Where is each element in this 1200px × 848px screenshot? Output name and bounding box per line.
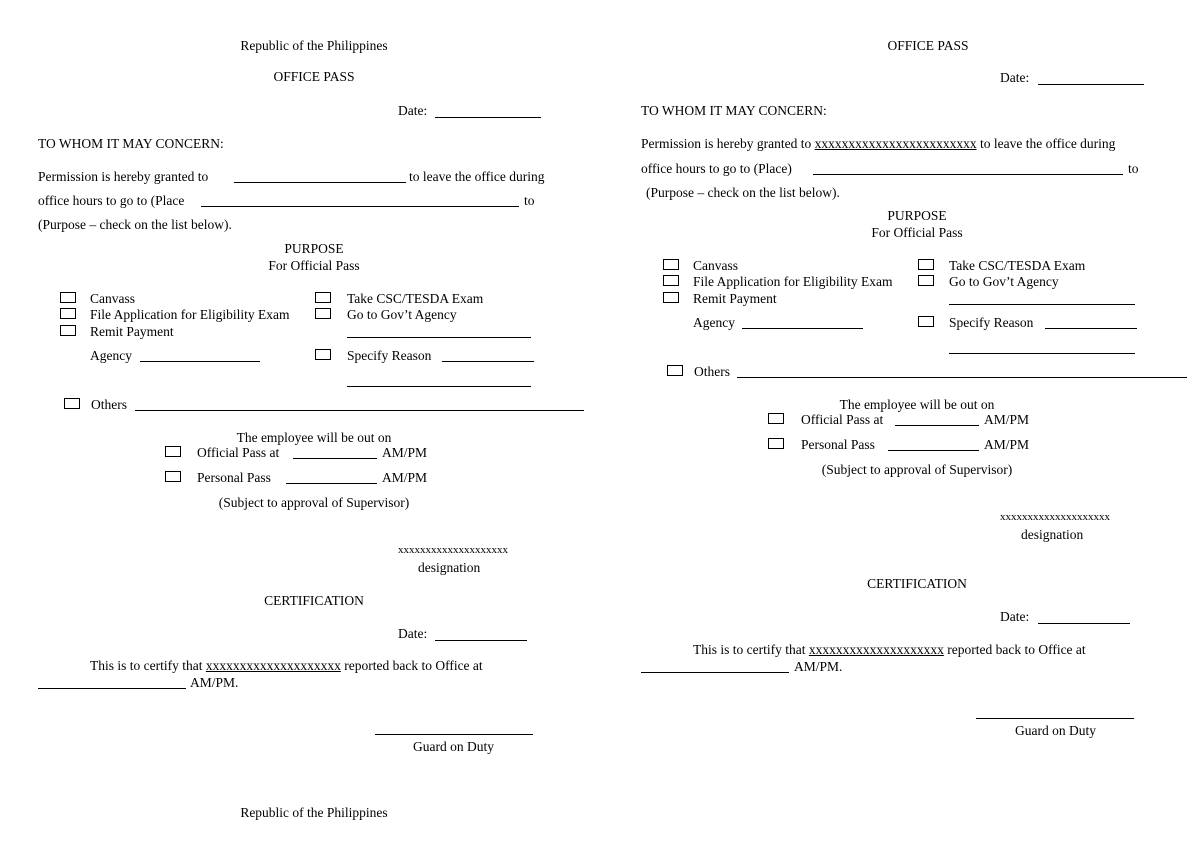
left-permission-text-2: to leave the office during: [409, 169, 545, 184]
left-cert-ampm: AM/PM.: [190, 675, 239, 690]
right-date-field[interactable]: [1038, 84, 1144, 85]
right-cert-text-b: reported back to Office at: [947, 642, 1086, 657]
right-gov-agency-checkbox[interactable]: [918, 275, 934, 286]
right-cert-time-field[interactable]: [641, 672, 789, 673]
right-agency-label: Agency: [693, 315, 735, 330]
left-specify-reason-checkbox[interactable]: [315, 349, 331, 360]
left-personal-pass-checkbox[interactable]: [165, 471, 181, 482]
right-place-field[interactable]: [813, 174, 1123, 175]
right-permission-a: Permission is hereby granted to: [641, 136, 812, 151]
right-out-on-text: The employee will be out on: [839, 397, 995, 412]
right-others-label: Others: [694, 364, 730, 379]
left-agency-label: Agency: [90, 348, 132, 363]
right-cert-ampm: AM/PM.: [794, 659, 843, 674]
left-official-time-field[interactable]: [293, 458, 377, 459]
left-date-label: Date:: [398, 103, 428, 118]
left-gov-agency-label: Go to Gov’t Agency: [347, 307, 457, 322]
left-salutation: TO WHOM IT MAY CONCERN:: [38, 136, 224, 151]
left-others-checkbox[interactable]: [64, 398, 80, 409]
left-take-exam-checkbox[interactable]: [315, 292, 331, 303]
right-personal-pass-label: Personal Pass: [801, 437, 875, 452]
left-personal-pass-label: Personal Pass: [197, 470, 271, 485]
right-cert-name: xxxxxxxxxxxxxxxxxxxx: [808, 642, 944, 657]
left-signatory-name: xxxxxxxxxxxxxxxxxxxx: [398, 544, 508, 556]
right-file-application-label: File Application for Eligibility Exam: [693, 274, 893, 289]
right-permission-name: xxxxxxxxxxxxxxxxxxxxxxxx: [814, 136, 977, 151]
left-gov-agency-checkbox[interactable]: [315, 308, 331, 319]
right-gov-agency-field[interactable]: [949, 304, 1135, 305]
right-canvass-checkbox[interactable]: [663, 259, 679, 270]
left-canvass-label: Canvass: [90, 291, 135, 306]
left-guard-signature-line[interactable]: [375, 734, 533, 735]
right-date-label: Date:: [1000, 70, 1030, 85]
right-canvass-label: Canvass: [693, 258, 738, 273]
left-certification-title: CERTIFICATION: [264, 593, 364, 608]
left-others-field[interactable]: [135, 410, 584, 411]
left-personal-time-field[interactable]: [286, 483, 377, 484]
left-purpose-title: PURPOSE: [284, 241, 344, 256]
left-canvass-checkbox[interactable]: [60, 292, 76, 303]
left-cert-text-a: This is to certify that: [90, 658, 203, 673]
right-signatory-name: xxxxxxxxxxxxxxxxxxxx: [1000, 511, 1110, 523]
right-guard-label: Guard on Duty: [1015, 723, 1096, 738]
right-subject-note: (Subject to approval of Supervisor): [821, 462, 1013, 477]
right-official-pass-checkbox[interactable]: [768, 413, 784, 424]
left-official-pass-label: Official Pass at: [197, 445, 280, 460]
left-to-text: to: [524, 193, 535, 208]
left-personal-ampm: AM/PM: [382, 470, 428, 485]
right-others-checkbox[interactable]: [667, 365, 683, 376]
right-salutation: TO WHOM IT MAY CONCERN:: [641, 103, 827, 118]
right-purpose-title: PURPOSE: [887, 208, 947, 223]
left-take-exam-label: Take CSC/TESDA Exam: [347, 291, 484, 306]
right-specify-reason-label: Specify Reason: [949, 315, 1034, 330]
right-certification-title: CERTIFICATION: [867, 576, 967, 591]
right-agency-field[interactable]: [742, 328, 863, 329]
left-cert-text: [90, 659, 483, 673]
right-official-pass-label: Official Pass at: [801, 412, 884, 427]
left-file-application-checkbox[interactable]: [60, 308, 76, 319]
left-agency-field[interactable]: [140, 361, 260, 362]
right-others-field[interactable]: [737, 377, 1187, 378]
right-personal-time-field[interactable]: [888, 450, 979, 451]
right-remit-payment-checkbox[interactable]: [663, 292, 679, 303]
left-cert-date-label: Date:: [398, 626, 428, 641]
left-specify-reason-field[interactable]: [442, 361, 534, 362]
right-to-text: to: [1128, 161, 1139, 176]
right-purpose-note: (Purpose – check on the list below).: [646, 185, 840, 200]
right-personal-pass-checkbox[interactable]: [768, 438, 784, 449]
right-gov-agency-label: Go to Gov’t Agency: [949, 274, 1059, 289]
left-cert-time-field[interactable]: [38, 688, 186, 689]
left-cert-name: xxxxxxxxxxxxxxxxxxxx: [205, 658, 341, 673]
right-designation: designation: [1021, 527, 1084, 542]
right-permission-b: to leave the office during: [979, 136, 1116, 151]
left-purpose-note: (Purpose – check on the list below).: [38, 217, 232, 232]
right-specify-reason-checkbox[interactable]: [918, 316, 934, 327]
right-purpose-subtitle: For Official Pass: [871, 225, 963, 240]
left-specify-reason-field-2[interactable]: [347, 386, 531, 387]
right-take-exam-checkbox[interactable]: [918, 259, 934, 270]
right-file-application-checkbox[interactable]: [663, 275, 679, 286]
left-designation: designation: [418, 560, 481, 575]
right-remit-payment-label: Remit Payment: [693, 291, 777, 306]
right-take-exam-label: Take CSC/TESDA Exam: [949, 258, 1086, 273]
right-office-hours-text: office hours to go to (Place): [641, 161, 792, 176]
left-gov-agency-field[interactable]: [347, 337, 531, 338]
left-specify-reason-label: Specify Reason: [347, 348, 432, 363]
left-title: OFFICE PASS: [273, 69, 355, 84]
left-permission-text: Permission is hereby granted to: [38, 169, 209, 184]
right-cert-date-field[interactable]: [1038, 623, 1130, 624]
right-personal-ampm: AM/PM: [984, 437, 1030, 452]
left-footer: Republic of the Philippines: [240, 805, 388, 820]
left-official-pass-checkbox[interactable]: [165, 446, 181, 457]
left-cert-text-b: reported back to Office at: [344, 658, 483, 673]
right-specify-reason-field-2[interactable]: [949, 353, 1135, 354]
right-specify-reason-field[interactable]: [1045, 328, 1137, 329]
left-file-application-label: File Application for Eligibility Exam: [90, 307, 290, 322]
left-cert-date-field[interactable]: [435, 640, 527, 641]
left-official-ampm: AM/PM: [382, 445, 428, 460]
left-purpose-subtitle: For Official Pass: [268, 258, 360, 273]
left-others-label: Others: [91, 397, 127, 412]
left-place-field[interactable]: [201, 206, 519, 207]
left-guard-label: Guard on Duty: [413, 739, 494, 754]
left-subject-note: (Subject to approval of Supervisor): [218, 495, 410, 510]
right-title: OFFICE PASS: [887, 38, 969, 53]
left-office-hours-text: office hours to go to (Place: [38, 193, 185, 208]
right-official-ampm: AM/PM: [984, 412, 1030, 427]
right-official-time-field[interactable]: [895, 425, 979, 426]
left-date-field[interactable]: [435, 117, 541, 118]
right-cert-text: [693, 643, 1086, 657]
right-cert-date-label: Date:: [1000, 609, 1030, 624]
left-remit-payment-label: Remit Payment: [90, 324, 174, 339]
left-out-on-text: The employee will be out on: [236, 430, 392, 445]
left-name-field[interactable]: [234, 182, 406, 183]
right-permission-text: [641, 137, 1115, 151]
left-header: Republic of the Philippines: [240, 38, 388, 53]
right-cert-text-a: This is to certify that: [693, 642, 806, 657]
left-remit-payment-checkbox[interactable]: [60, 325, 76, 336]
right-guard-signature-line[interactable]: [976, 718, 1134, 719]
